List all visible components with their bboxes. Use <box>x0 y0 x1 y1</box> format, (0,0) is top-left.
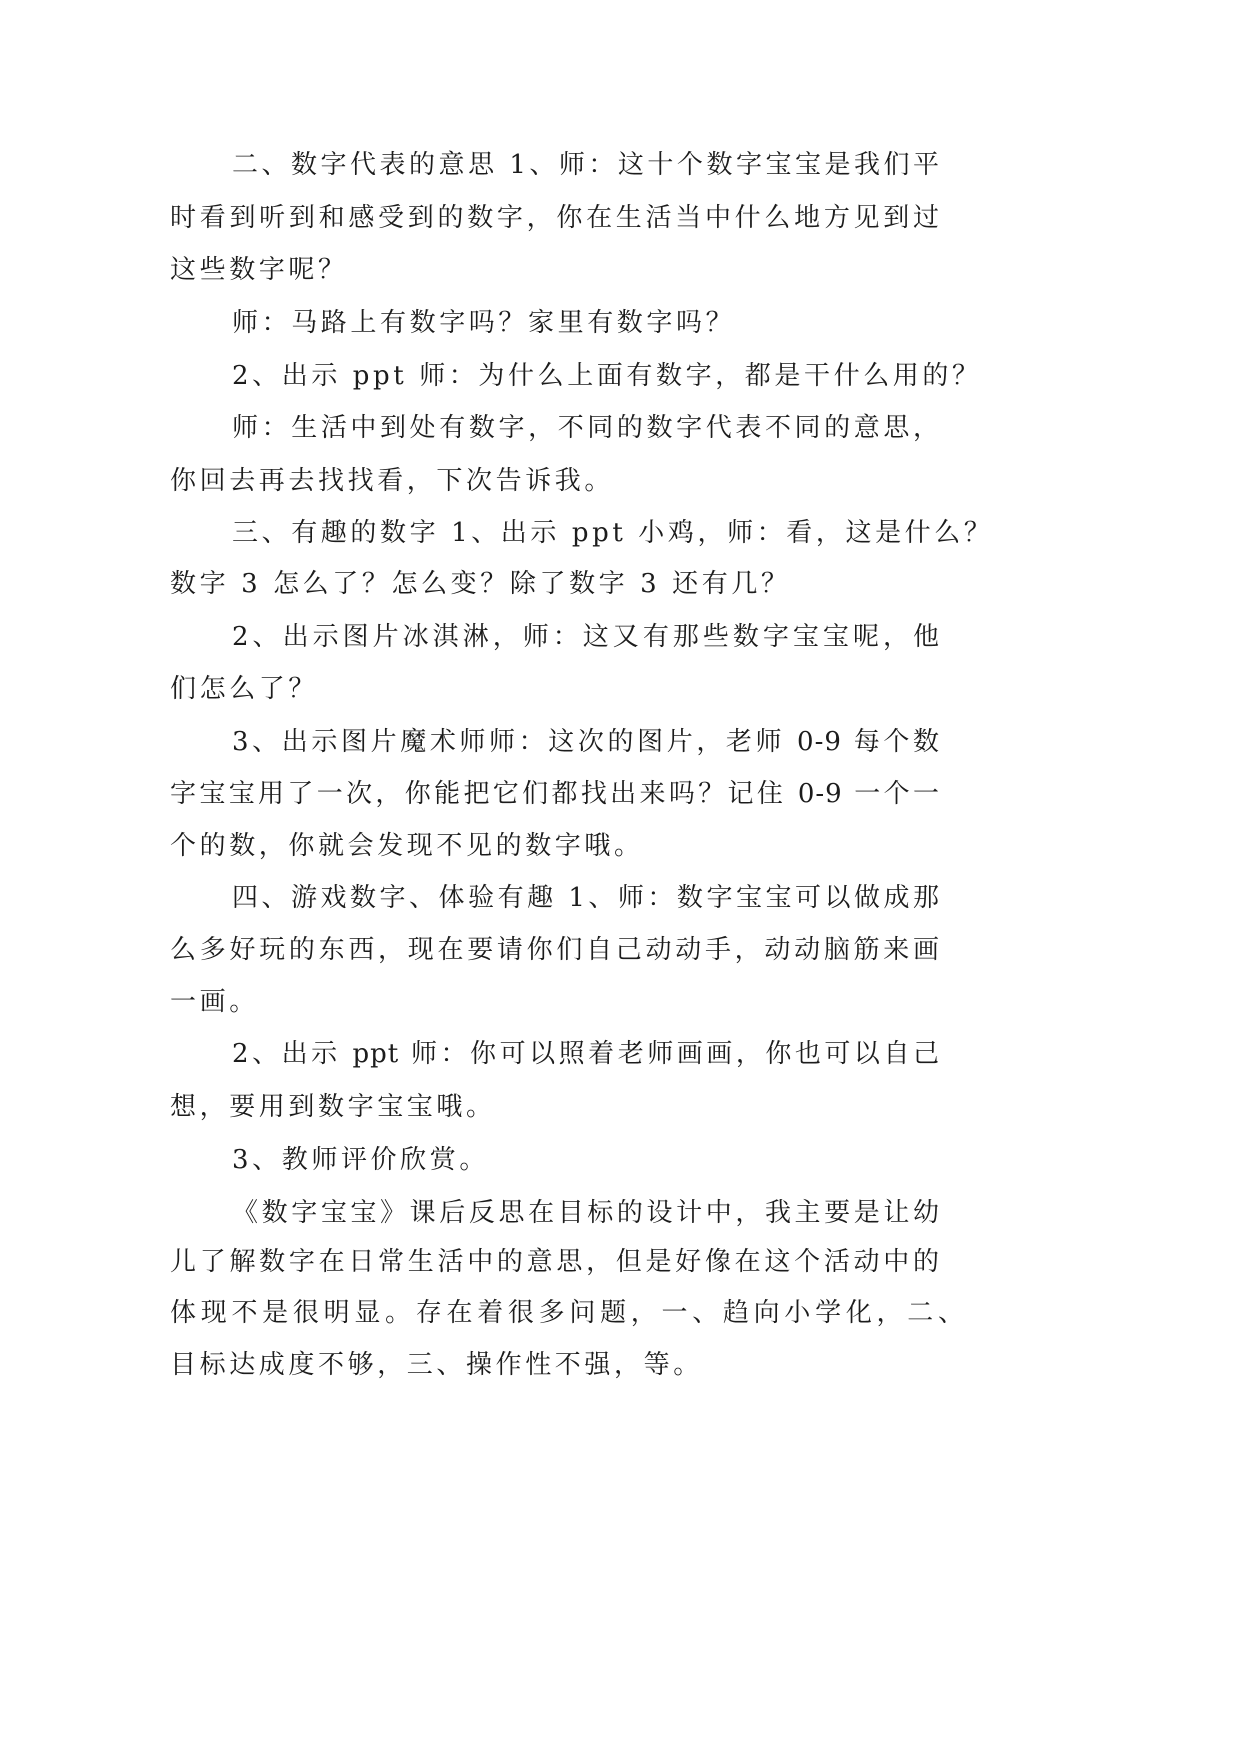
paragraph-line: 这些数字呢？ <box>170 255 348 285</box>
paragraph-line: 一画。 <box>170 987 259 1017</box>
paragraph-line: 么多好玩的东西，现在要请你们自己动动手，动动脑筋来画 <box>170 935 940 965</box>
paragraph-line: 你回去再去找找看，下次告诉我。 <box>170 466 615 496</box>
paragraph-line: 师：马路上有数字吗？家里有数字吗？ <box>232 308 736 338</box>
paragraph-line: 体现不是很明显。存在着很多问题，一、趋向小学化，二、 <box>170 1298 965 1328</box>
paragraph-line: 想，要用到数字宝宝哦。 <box>170 1092 496 1122</box>
paragraph-line: 2、出示 ppt 师：为什么上面有数字，都是干什么用的？ <box>232 361 982 391</box>
paragraph-line: 二、数字代表的意思 1、师：这十个数字宝宝是我们平 <box>232 150 940 180</box>
paragraph-line: 《数字宝宝》课后反思在目标的设计中，我主要是让幼 <box>232 1198 940 1228</box>
paragraph-line: 2、出示图片冰淇淋，师：这又有那些数字宝宝呢，他 <box>232 622 940 652</box>
paragraph-line: 师：生活中到处有数字，不同的数字代表不同的意思， <box>232 413 940 443</box>
paragraph-line: 个的数，你就会发现不见的数字哦。 <box>170 831 644 861</box>
paragraph-line: 们怎么了？ <box>170 674 319 704</box>
paragraph-line: 字宝宝用了一次，你能把它们都找出来吗？记住 0-9 一个一 <box>170 779 940 809</box>
paragraph-line: 儿了解数字在日常生活中的意思，但是好像在这个活动中的 <box>170 1247 940 1277</box>
paragraph-line: 时看到听到和感受到的数字，你在生活当中什么地方见到过 <box>170 203 940 233</box>
paragraph-line: 四、游戏数字、体验有趣 1、师：数字宝宝可以做成那 <box>232 883 940 913</box>
paragraph-line: 2、出示 ppt 师：你可以照着老师画画，你也可以自己 <box>232 1039 940 1069</box>
paragraph-line: 三、有趣的数字 1、出示 ppt 小鸡，师：看，这是什么？ <box>232 518 994 548</box>
paragraph-line: 数字 3 怎么了？怎么变？除了数字 3 还有几？ <box>170 569 791 599</box>
paragraph-line: 3、出示图片魔术师师：这次的图片，老师 0-9 每个数 <box>232 727 940 757</box>
paragraph-line: 3、教师评价欣赏。 <box>232 1145 489 1175</box>
paragraph-line: 目标达成度不够，三、操作性不强，等。 <box>170 1350 703 1380</box>
